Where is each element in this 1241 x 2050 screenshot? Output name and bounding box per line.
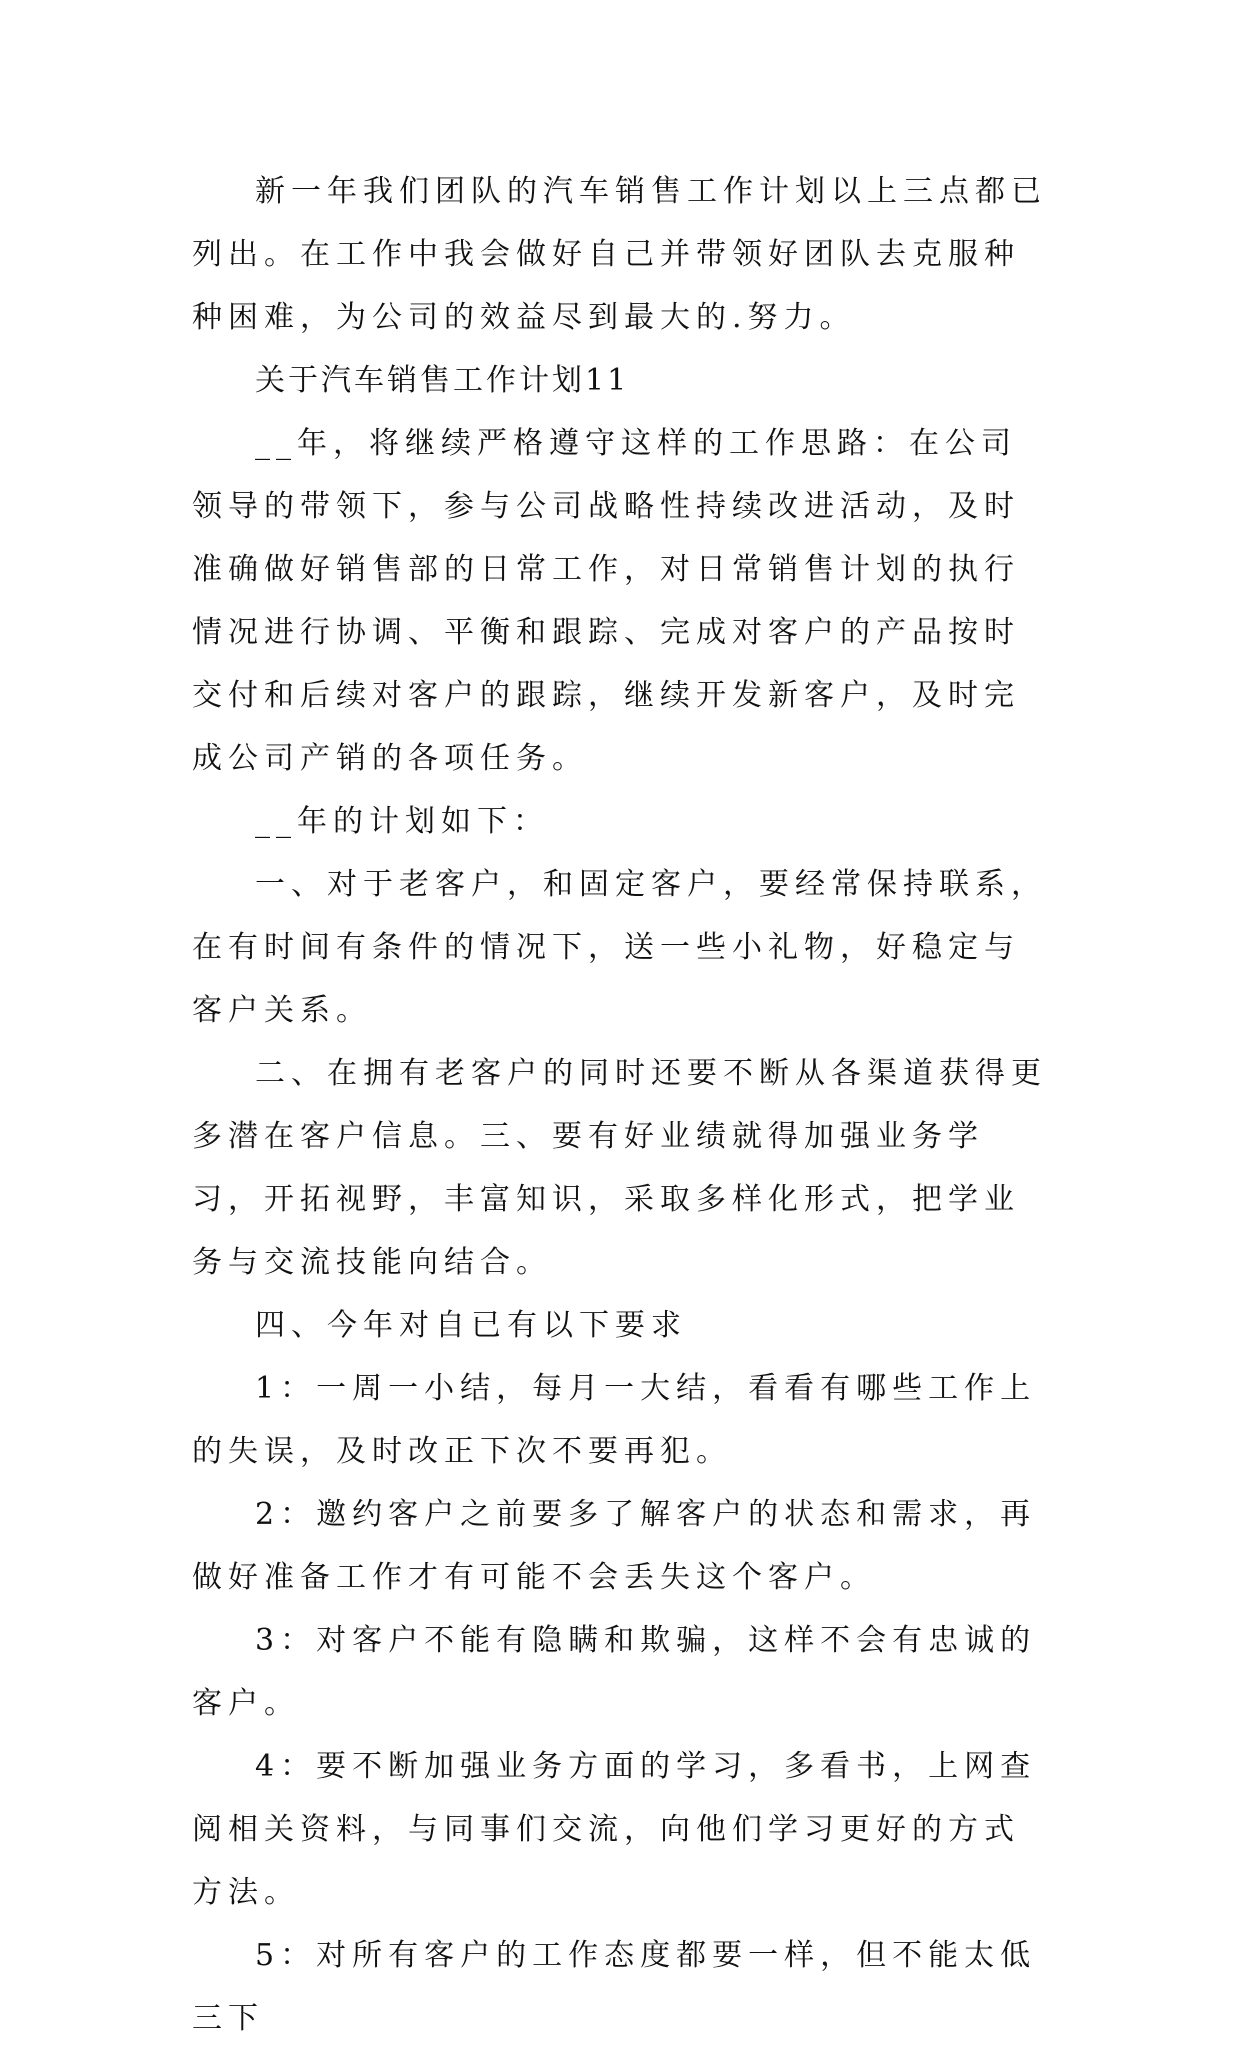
paragraph-requirement-5: 5：对所有客户的工作态度都要一样，但不能太低三下: [192, 1938, 1037, 2036]
paragraph-requirement-2: 2：邀约客户之前要多了解客户的状态和需求，再做好准备工作才有可能不会丢失这个客户。: [192, 1497, 1037, 1595]
paragraph-plan-item-1: 一、对于老客户，和固定客户，要经常保持联系，在有时间有条件的情况下，送一些小礼物，好稳定与客户关系。: [192, 867, 1047, 1028]
paragraph-plan-item-4: 四、今年对自已有以下要求: [255, 1308, 687, 1343]
section-heading: 关于汽车销售工作计划11: [255, 363, 630, 398]
document-page: [192, 160, 1048, 2050]
paragraph-plan-item-2-3: 二、在拥有老客户的同时还要不断从各渠道获得更多潜在客户信息。三、要有好业绩就得加强业务学习，开拓视野，丰富知识，采取多样化形式，把学业务与交流技能向结合。: [192, 1056, 1047, 1280]
paragraph-plan-intro: __年的计划如下：: [255, 804, 549, 839]
paragraph-requirement-4: 4：要不断加强业务方面的学习，多看书，上网查阅相关资料，与同事们交流，向他们学习更好的方式方法。: [192, 1749, 1037, 1910]
paragraph-requirement-1: 1：一周一小结，每月一大结，看看有哪些工作上的失误，及时改正下次不要再犯。: [192, 1371, 1037, 1469]
paragraph-closing-summary: 新一年我们团队的汽车销售工作计划以上三点都已列出。在工作中我会做好自己并带领好团队去克服种种困难，为公司的效益尽到最大的.努力。: [192, 174, 1047, 335]
paragraph-requirement-3: 3：对客户不能有隐瞒和欺骗，这样不会有忠诚的客户。: [192, 1623, 1037, 1721]
paragraph-work-approach: __年，将继续严格遵守这样的工作思路：在公司领导的带领下，参与公司战略性持续改进活动，及时准确做好销售部的日常工作，对日常销售计划的执行情况进行协调、平衡和跟踪、完成对客户的产品按时交付和后续对客户的跟踪，继续开发新客户，及时完成公司产销的各项任务。: [192, 426, 1020, 776]
